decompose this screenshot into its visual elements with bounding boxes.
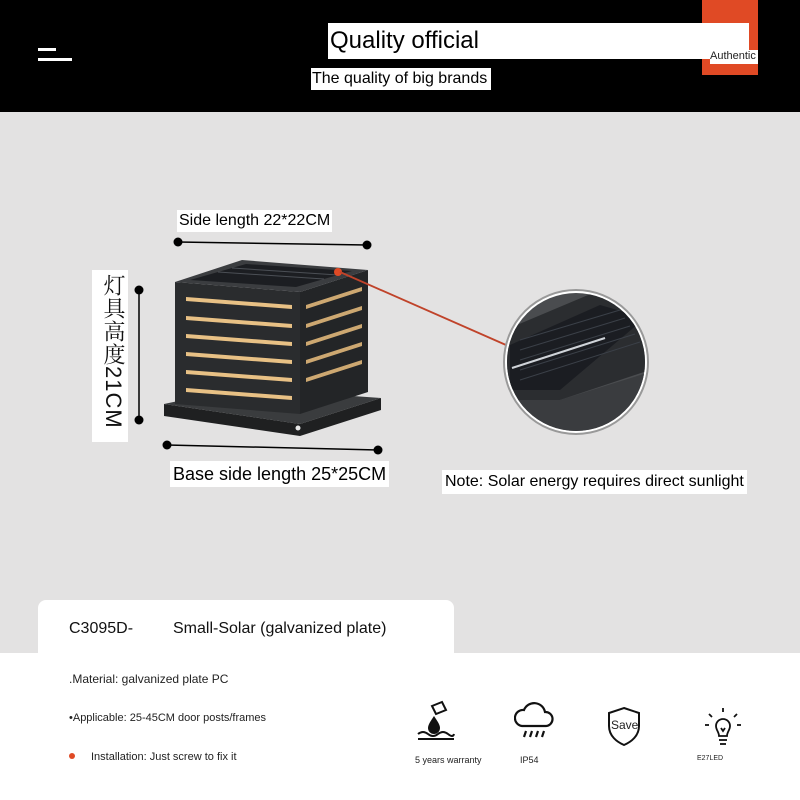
base-length-label: Base side length 25*25CM <box>170 461 389 487</box>
bulb-icon <box>703 706 743 748</box>
height-label: 灯具高度21CM <box>101 274 126 429</box>
feature-ip54 <box>514 700 554 744</box>
solar-lamp <box>164 260 381 436</box>
model-number: C3095D- <box>69 620 134 637</box>
feature-warranty <box>414 700 456 740</box>
bullet-dot <box>69 753 75 759</box>
dimension-line-left <box>135 286 144 425</box>
waterproof-icon <box>414 700 456 740</box>
spec-applicable: •Applicable: 25-45CM door posts/frames <box>69 712 267 724</box>
feature-bulb <box>703 706 743 748</box>
page-title: Quality official <box>330 27 479 54</box>
model-name: Small-Solar (galvanized plate) <box>173 620 387 637</box>
feature-warranty-label: 5 years warranty <box>415 755 482 765</box>
sunlight-note: Note: Solar energy requires direct sunlight <box>442 470 747 494</box>
feature-bulb-label: E27LED <box>697 755 724 762</box>
rain-cloud-icon <box>514 700 554 744</box>
dimension-line-top <box>174 238 372 250</box>
spec-material: .Material: galvanized plate PC <box>69 672 229 686</box>
page-subtitle: The quality of big brands <box>312 70 488 87</box>
dimension-line-bottom <box>163 441 383 455</box>
badge-label: Authentic <box>710 50 758 64</box>
feature-ip54-label: IP54 <box>520 755 539 765</box>
solar-panel-zoom <box>500 290 660 440</box>
spec-installation: Installation: Just screw to fix it <box>91 751 237 763</box>
feature-save-label: Save <box>611 718 639 732</box>
side-length-label: Side length 22*22CM <box>177 210 332 232</box>
